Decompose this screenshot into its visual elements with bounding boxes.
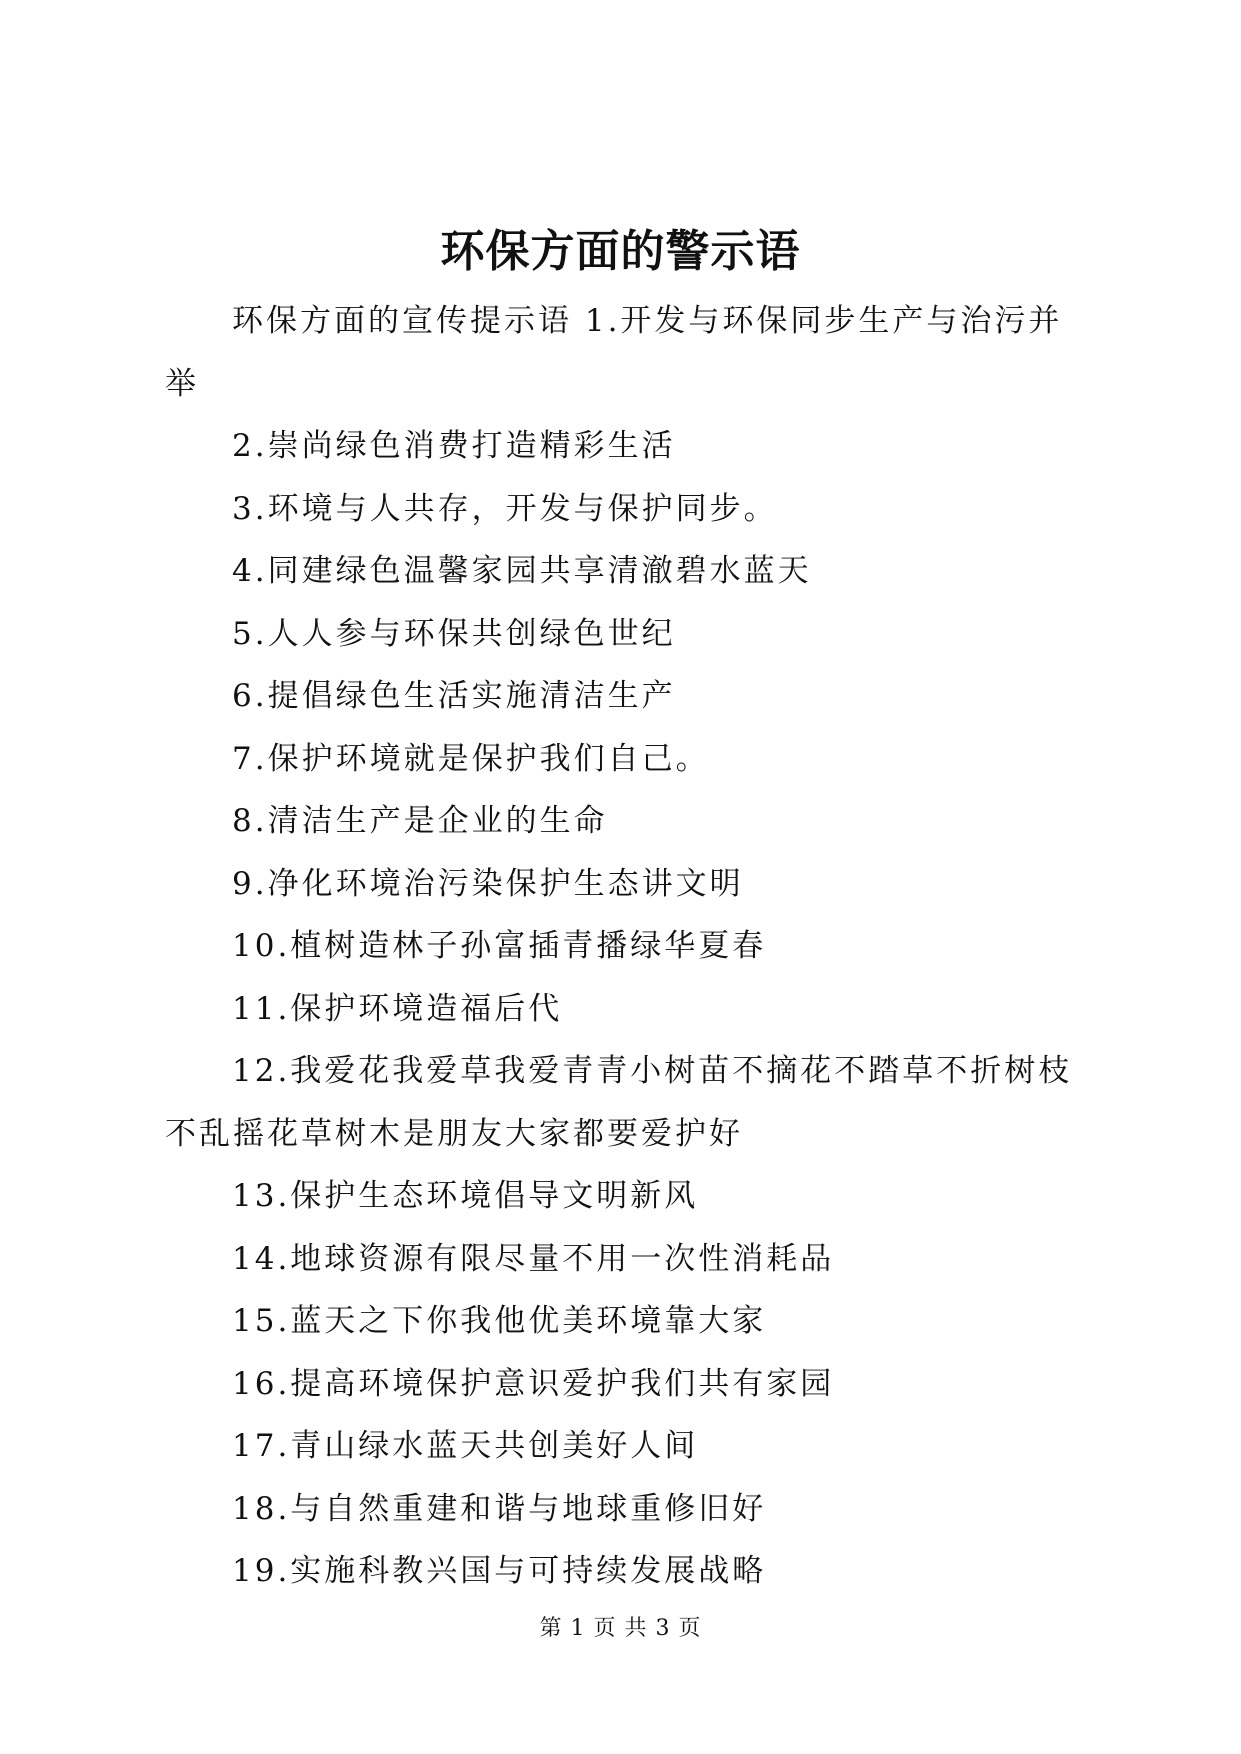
paragraph: 9.净化环境治污染保护生态讲文明: [232, 865, 744, 902]
paragraph: 11.保护环境造福后代: [232, 990, 563, 1027]
paragraph: 10.植树造林子孙富插青播绿华夏春: [232, 928, 767, 964]
document-body: [165, 290, 1095, 1603]
paragraph: 15.蓝天之下你我他优美环境靠大家: [232, 1303, 767, 1339]
page-number-footer: 第 1 页 共 3 页: [539, 1616, 702, 1641]
paragraph: 环保方面的宣传提示语 1.开发与环保同步生产与治污并举: [165, 303, 1063, 402]
paragraph: 4.同建绿色温馨家园共享清澈碧水蓝天: [232, 553, 812, 589]
paragraph: 2.崇尚绿色消费打造精彩生活: [232, 428, 676, 464]
document-title: 环保方面的警示语: [440, 226, 801, 277]
paragraph: 19.实施科教兴国与可持续发展战略: [232, 1553, 767, 1589]
paragraph: 17.青山绿水蓝天共创美好人间: [232, 1428, 699, 1464]
paragraph: 6.提倡绿色生活实施清洁生产: [232, 678, 676, 714]
paragraph: 3.环境与人共存，开发与保护同步。: [232, 490, 778, 527]
paragraph: 13.保护生态环境倡导文明新风: [232, 1178, 699, 1214]
paragraph: 14.地球资源有限尽量不用一次性消耗品: [232, 1240, 835, 1277]
paragraph: 8.清洁生产是企业的生命: [232, 803, 608, 839]
paragraph: 18.与自然重建和谐与地球重修旧好: [232, 1490, 767, 1527]
paragraph: 5.人人参与环保共创绿色世纪: [232, 615, 676, 652]
paragraph: 16.提高环境保护意识爱护我们共有家园: [232, 1365, 835, 1402]
paragraph: 12.我爱花我爱草我爱青青小树苗不摘花不踏草不折树枝不乱摇花草树木是朋友大家都要爱护好: [165, 1053, 1073, 1152]
paragraph: 7.保护环境就是保护我们自己。: [232, 740, 710, 777]
